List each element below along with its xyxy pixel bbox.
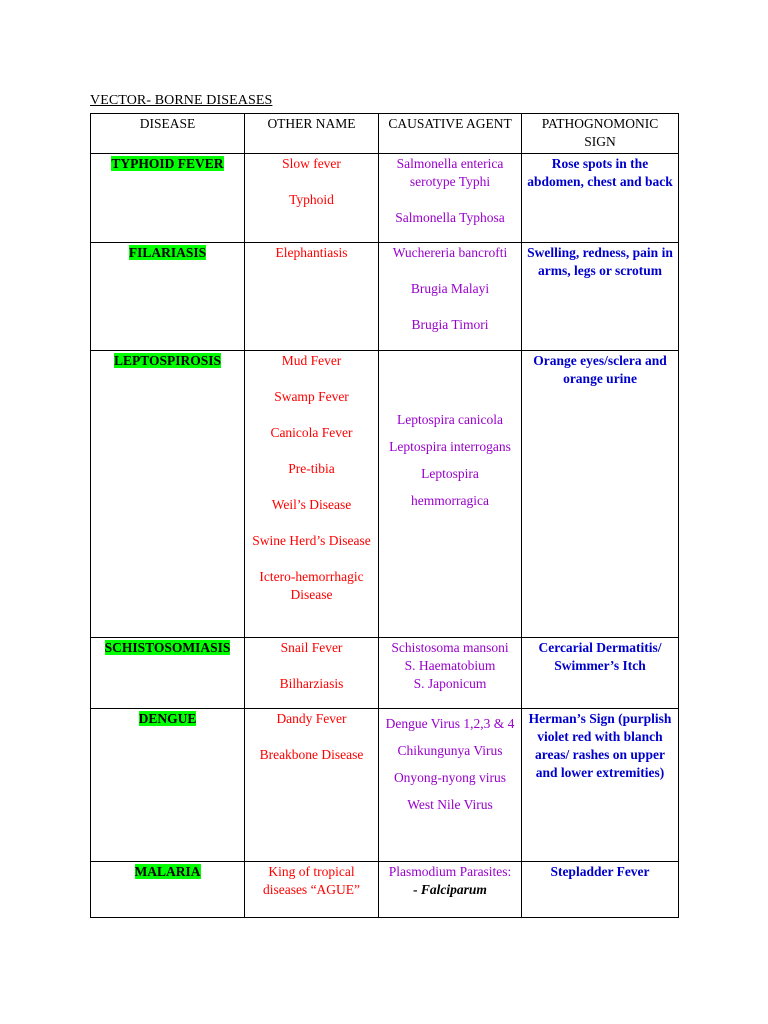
causative-agent-text: S. Japonicum	[413, 676, 487, 691]
other-name-text	[250, 173, 373, 191]
causative-agent-text	[384, 370, 516, 388]
table-body	[91, 154, 679, 918]
other-name-text: Typhoid	[289, 192, 334, 207]
causative-agent-text: West Nile Virus	[407, 797, 493, 812]
disease-cell	[91, 243, 245, 351]
header-disease: DISEASE	[91, 114, 245, 154]
pathognomonic-sign-cell: Swelling, redness, pain in arms, legs or scrotum	[522, 243, 679, 351]
causative-agent-text: Schistosoma mansoni	[391, 640, 509, 655]
causative-agent-cell	[379, 709, 522, 862]
other-name-cell	[245, 709, 379, 862]
causative-agent-text	[384, 352, 516, 370]
causative-agent-text: Dengue Virus 1,2,3 & 4	[385, 716, 515, 731]
disease-name: FILARIASIS	[128, 245, 207, 260]
other-name-text	[250, 370, 373, 388]
causative-agent-text: Leptospira canicola	[396, 412, 504, 427]
other-name-text	[250, 550, 373, 568]
causative-agent-cell	[379, 638, 522, 709]
causative-agent-text: Chikungunya Virus	[397, 743, 503, 758]
causative-agent-cell	[379, 351, 522, 638]
causative-agent-text: Salmonella enterica serotype Typhi	[396, 156, 504, 189]
disease-cell	[91, 154, 245, 243]
other-name-text: Dandy Fever	[276, 711, 347, 726]
pathognomonic-sign-cell: Rose spots in the abdomen, chest and back	[522, 154, 679, 243]
other-name-text: Canicola Fever	[270, 425, 353, 440]
other-name-cell	[245, 638, 379, 709]
disease-name: TYPHOID FEVER	[111, 156, 224, 171]
other-name-text: Breakbone Disease	[259, 747, 364, 762]
other-name-text: Slow fever	[282, 156, 341, 171]
disease-cell	[91, 351, 245, 638]
disease-cell	[91, 709, 245, 862]
table-row	[91, 638, 679, 709]
table-row	[91, 243, 679, 351]
header-other-name: OTHER NAME	[245, 114, 379, 154]
header-pathognomonic-sign: PATHOGNOMONIC SIGN	[522, 114, 679, 154]
other-name-text: Ictero-hemorrhagic Disease	[259, 569, 364, 602]
other-name-cell	[245, 351, 379, 638]
causative-agent-text: Salmonella Typhosa	[395, 210, 505, 225]
other-name-text: Pre-tibia	[288, 461, 335, 476]
causative-agent-text: Wuchereria bancrofti	[392, 245, 508, 260]
causative-agent-text	[384, 298, 516, 316]
causative-agent-text: S. Haematobium	[404, 658, 496, 673]
causative-agent-cell	[379, 154, 522, 243]
table-row	[91, 709, 679, 862]
table-row	[91, 862, 679, 918]
other-name-cell	[245, 154, 379, 243]
causative-agent-text: Brugia Malayi	[410, 281, 490, 296]
causative-agent-text	[384, 191, 516, 209]
other-name-text	[250, 478, 373, 496]
page-title: VECTOR- BORNE DISEASES	[90, 93, 273, 108]
disease-cell	[91, 638, 245, 709]
causative-agent-cell	[379, 862, 522, 918]
table-header-row	[91, 114, 679, 154]
disease-name: DENGUE	[138, 711, 197, 726]
disease-name: LEPTOSPIROSIS	[113, 353, 222, 368]
causative-agent-text: Leptospira interrogans	[389, 439, 511, 454]
pathognomonic-sign-cell: Stepladder Fever	[522, 862, 679, 918]
disease-name: SCHISTOSOMIASIS	[104, 640, 231, 655]
causative-agent-cell	[379, 243, 522, 351]
vector-borne-diseases-table	[90, 113, 679, 918]
agent-list-item-text: Falciparum	[420, 882, 487, 897]
other-name-text	[250, 514, 373, 532]
other-name-text: King of tropical diseases “AGUE”	[262, 864, 361, 897]
other-name-text	[250, 406, 373, 424]
other-name-text: Swamp Fever	[274, 389, 349, 404]
other-name-text: Elephantiasis	[275, 245, 348, 260]
pathognomonic-sign-cell: Herman’s Sign (purplish violet red with blanch areas/ rashes on upper and lower extremities)	[522, 709, 679, 862]
other-name-cell	[245, 862, 379, 918]
other-name-text	[250, 657, 373, 675]
other-name-text	[250, 442, 373, 460]
causative-agent-text	[384, 388, 516, 406]
other-name-text: Weil’s Disease	[271, 497, 352, 512]
disease-name: MALARIA	[134, 864, 201, 879]
other-name-text: Mud Fever	[281, 353, 342, 368]
causative-agent-text: Brugia Timori	[411, 317, 489, 332]
other-name-text	[250, 728, 373, 746]
causative-agent-text: Onyong-nyong virus	[393, 770, 507, 785]
pathognomonic-sign-cell: Orange eyes/sclera and orange urine	[522, 351, 679, 638]
other-name-text: Snail Fever	[280, 640, 343, 655]
causative-agent-text	[384, 262, 516, 280]
other-name-cell	[245, 243, 379, 351]
table-row	[91, 154, 679, 243]
other-name-text: Swine Herd’s Disease	[252, 533, 371, 548]
agent-list-item: - Falciparum	[413, 882, 487, 897]
table-row	[91, 351, 679, 638]
causative-agent-text: Leptospira hemmorragica	[411, 466, 489, 508]
pathognomonic-sign-cell: Cercarial Dermatitis/ Swimmer’s Itch	[522, 638, 679, 709]
causative-agent-text: Plasmodium Parasites:	[388, 864, 512, 879]
disease-cell	[91, 862, 245, 918]
other-name-text: Bilharziasis	[279, 676, 344, 691]
header-causative-agent: CAUSATIVE AGENT	[379, 114, 522, 154]
